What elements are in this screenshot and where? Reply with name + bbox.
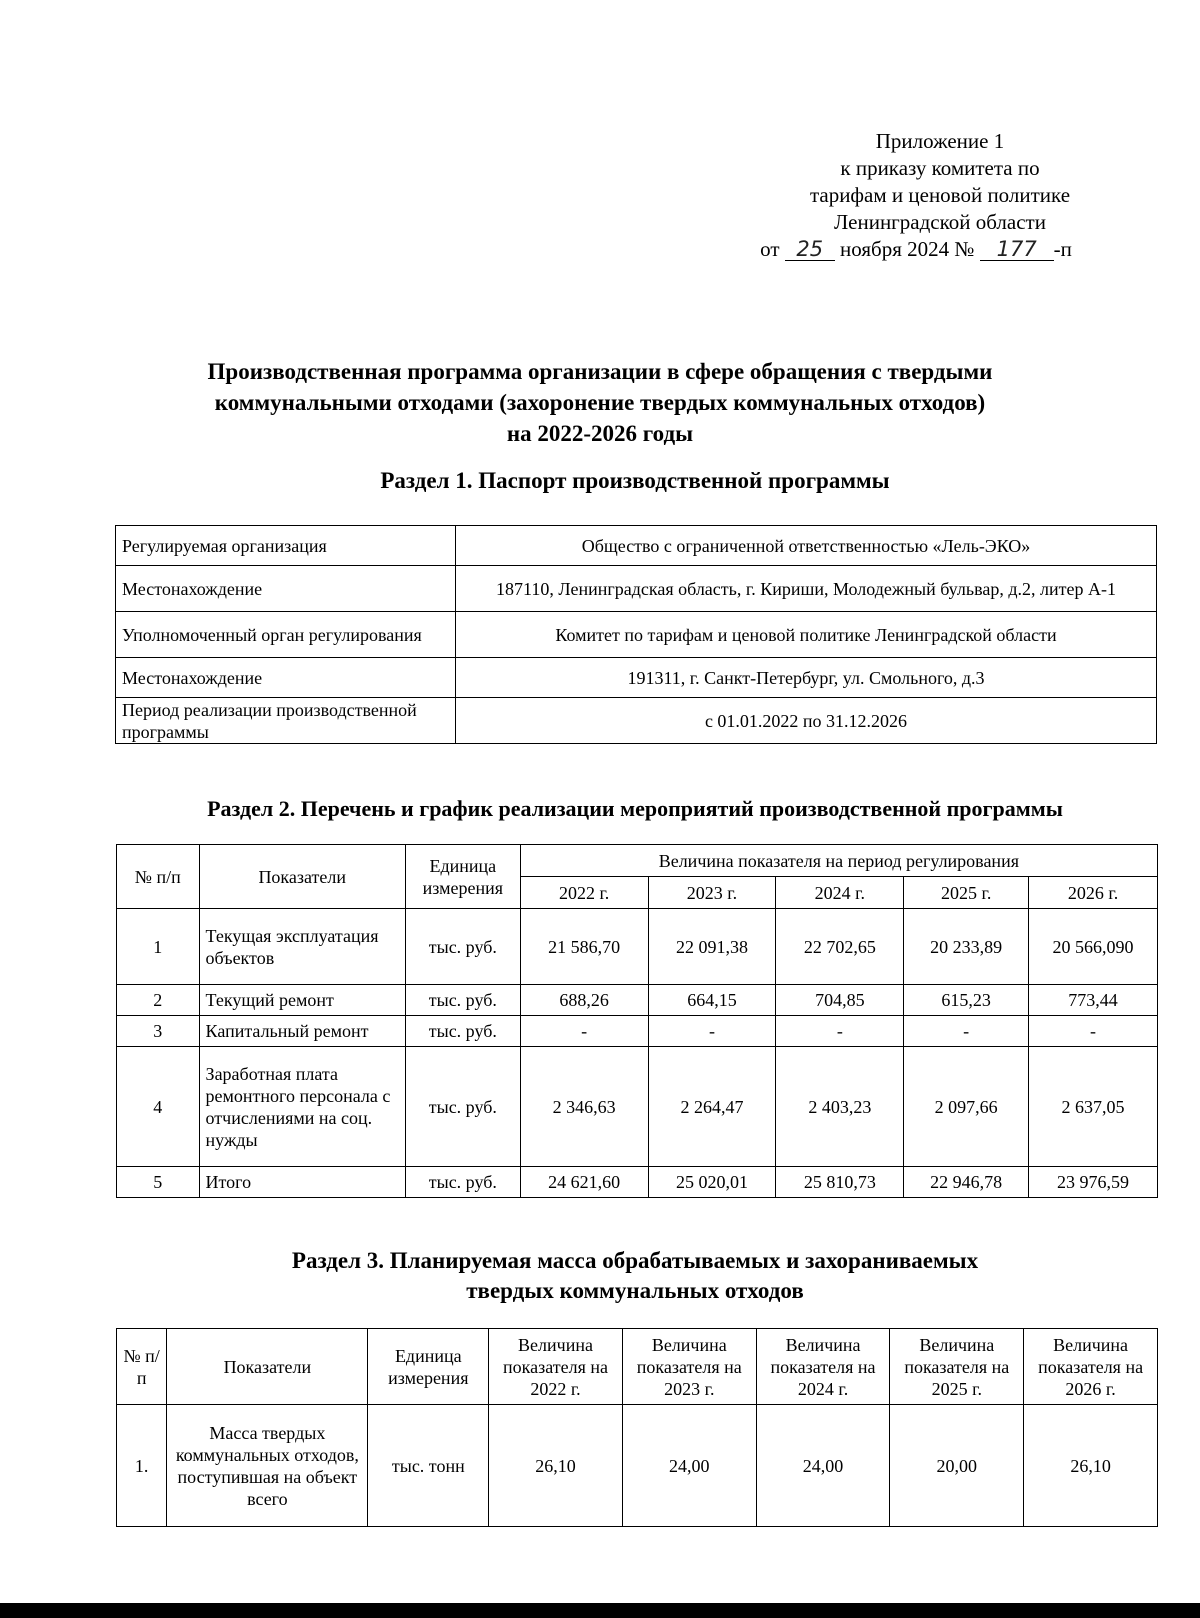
cell-value: 24,00 [622, 1405, 756, 1527]
header-year: 2026 г. [1029, 877, 1158, 909]
cell-value: 24 621,60 [520, 1167, 648, 1198]
passport-label: Период реализации производственной программы [116, 698, 456, 744]
table-header-row [117, 1329, 1158, 1405]
passport-label: Уполномоченный орган регулирования [116, 612, 456, 658]
cell-value: - [904, 1016, 1029, 1047]
table-row [116, 566, 1157, 612]
cell-value: 20 233,89 [904, 909, 1029, 985]
cell-indicator: Итого [199, 1167, 405, 1198]
table-header-row [117, 845, 1158, 877]
attachment-line: тарифам и ценовой политике [809, 183, 1071, 207]
section3-heading [110, 1246, 1160, 1306]
cell-indicator: Масса твердых коммунальных отходов, поступившая на объект всего [167, 1405, 368, 1527]
passport-value: 191311, г. Санкт-Петербург, ул. Смольного, д.3 [456, 658, 1157, 698]
cell-value: 21 586,70 [520, 909, 648, 985]
header-year: Величина показателя на 2023 г. [622, 1329, 756, 1405]
cell-num: 4 [117, 1047, 200, 1167]
header-year: Величина показателя на 2022 г. [489, 1329, 623, 1405]
title-line: на 2022-2026 годы [506, 421, 694, 446]
cell-value: 704,85 [776, 985, 904, 1016]
handwritten-order-number: 177 [980, 238, 1054, 261]
table-row [117, 1405, 1158, 1527]
header-indicator: Показатели [167, 1329, 368, 1405]
header-indicator: Показатели [199, 845, 405, 909]
cell-indicator: Текущая эксплуатация объектов [199, 909, 405, 985]
cell-value: 2 637,05 [1029, 1047, 1158, 1167]
passport-value: Комитет по тарифам и ценовой политике Ленинградской области [456, 612, 1157, 658]
cell-num: 3 [117, 1016, 200, 1047]
cell-value: 773,44 [1029, 985, 1158, 1016]
header-period: Величина показателя на период регулирования [520, 845, 1157, 877]
cell-value: - [1029, 1016, 1158, 1047]
cell-value: 688,26 [520, 985, 648, 1016]
cell-value: 2 346,63 [520, 1047, 648, 1167]
cell-unit: тыс. руб. [405, 909, 520, 985]
cell-value: 24,00 [756, 1405, 890, 1527]
header-num: № п/п [117, 845, 200, 909]
cell-value: 22 702,65 [776, 909, 904, 985]
cell-value: - [520, 1016, 648, 1047]
header-unit: Единица измерения [368, 1329, 489, 1405]
header-year: 2025 г. [904, 877, 1029, 909]
header-year: Величина показателя на 2025 г. [890, 1329, 1024, 1405]
table-row [117, 1047, 1158, 1167]
title-line: Производственная программа организации в сфере обращения с твердыми [207, 359, 993, 384]
waste-mass-table [116, 1328, 1158, 1527]
cell-value: 26,10 [489, 1405, 623, 1527]
cell-value: 25 810,73 [776, 1167, 904, 1198]
cell-value: 2 097,66 [904, 1047, 1029, 1167]
header-num: № п/п [117, 1329, 167, 1405]
table-row [117, 909, 1158, 985]
table-row [116, 612, 1157, 658]
table-row [117, 985, 1158, 1016]
heading-line: твердых коммунальных отходов [466, 1278, 804, 1303]
cell-value: - [648, 1016, 776, 1047]
attachment-title: Приложение 1 [875, 129, 1005, 153]
cell-unit: тыс. руб. [405, 1167, 520, 1198]
cell-indicator: Заработная плата ремонтного персонала с отчислениями на соц. нужды [199, 1047, 405, 1167]
cell-indicator: Капитальный ремонт [199, 1016, 405, 1047]
table-row [117, 1167, 1158, 1198]
cell-num: 1. [117, 1405, 167, 1527]
section2-heading: Раздел 2. Перечень и график реализации мероприятий производственной программы [207, 796, 1063, 821]
cell-unit: тыс. тонн [368, 1405, 489, 1527]
handwritten-day: 25 [785, 238, 835, 261]
table-row [116, 526, 1157, 566]
passport-table [115, 525, 1157, 744]
cell-value: 26,10 [1024, 1405, 1158, 1527]
header-year: Величина показателя на 2024 г. [756, 1329, 890, 1405]
passport-label: Регулируемая организация [116, 526, 456, 566]
from-label: от [760, 237, 780, 261]
cell-unit: тыс. руб. [405, 985, 520, 1016]
table-row [117, 1016, 1158, 1047]
table-row [116, 698, 1157, 744]
cell-value: 25 020,01 [648, 1167, 776, 1198]
month-year-label: ноября 2024 № [840, 237, 975, 261]
cell-num: 1 [117, 909, 200, 985]
passport-value: 187110, Ленинградская область, г. Кириши, Молодежный бульвар, д.2, литер А-1 [456, 566, 1157, 612]
cell-value: 664,15 [648, 985, 776, 1016]
attachment-block [760, 128, 1120, 263]
cell-num: 5 [117, 1167, 200, 1198]
table-row [116, 658, 1157, 698]
order-suffix: -п [1053, 237, 1072, 261]
document-title [130, 356, 1070, 449]
cell-value: 22 946,78 [904, 1167, 1029, 1198]
cell-num: 2 [117, 985, 200, 1016]
section1-heading: Раздел 1. Паспорт производственной программы [380, 468, 890, 493]
order-date-number [712, 236, 1120, 263]
cell-value: 22 091,38 [648, 909, 776, 985]
passport-label: Местонахождение [116, 658, 456, 698]
scan-edge-bar [0, 1603, 1200, 1618]
header-year: 2022 г. [520, 877, 648, 909]
cell-value: - [776, 1016, 904, 1047]
header-year: 2024 г. [776, 877, 904, 909]
cell-value: 20 566,090 [1029, 909, 1158, 985]
passport-value: с 01.01.2022 по 31.12.2026 [456, 698, 1157, 744]
header-year: 2023 г. [648, 877, 776, 909]
cell-value: 23 976,59 [1029, 1167, 1158, 1198]
cell-indicator: Текущий ремонт [199, 985, 405, 1016]
passport-value: Общество с ограниченной ответственностью «Лель-ЭКО» [456, 526, 1157, 566]
cell-value: 2 264,47 [648, 1047, 776, 1167]
cell-value: 615,23 [904, 985, 1029, 1016]
activities-table [116, 844, 1158, 1198]
title-line: коммунальными отходами (захоронение твердых коммунальных отходов) [214, 390, 986, 415]
passport-label: Местонахождение [116, 566, 456, 612]
heading-line: Раздел 3. Планируемая масса обрабатываемых и захораниваемых [291, 1248, 979, 1273]
attachment-line: Ленинградской области [834, 210, 1046, 234]
attachment-line: к приказу комитета по [840, 156, 1040, 180]
header-unit: Единица измерения [405, 845, 520, 909]
cell-unit: тыс. руб. [405, 1016, 520, 1047]
cell-value: 2 403,23 [776, 1047, 904, 1167]
header-year: Величина показателя на 2026 г. [1024, 1329, 1158, 1405]
cell-unit: тыс. руб. [405, 1047, 520, 1167]
cell-value: 20,00 [890, 1405, 1024, 1527]
